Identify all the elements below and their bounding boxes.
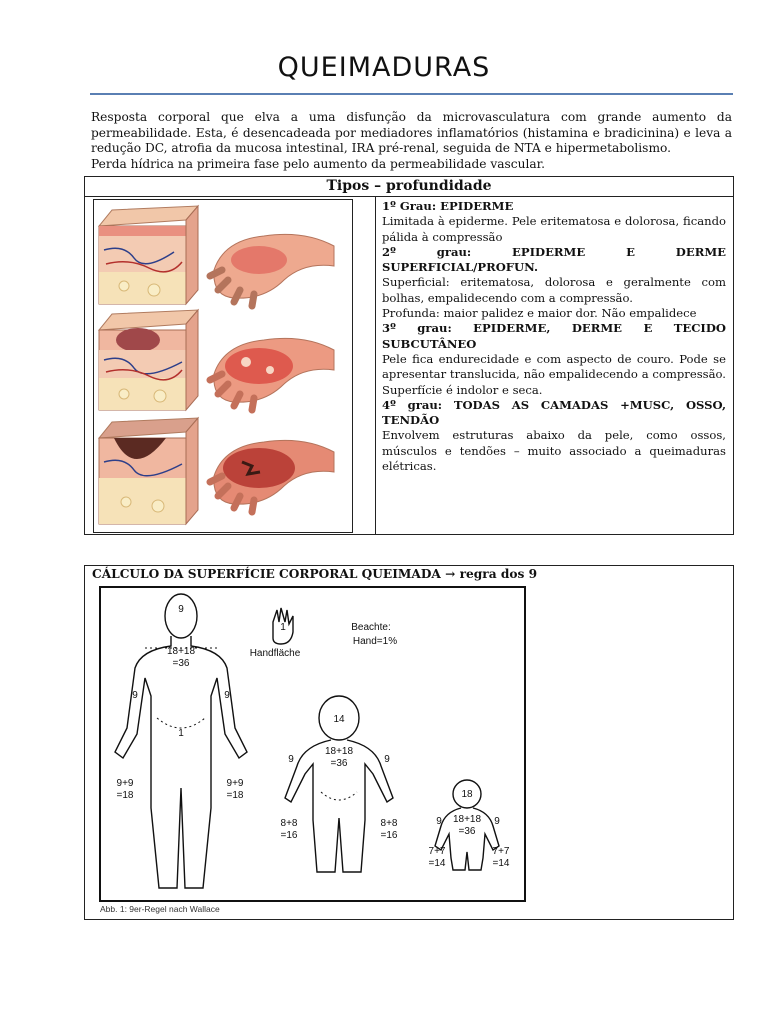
adult-leg-right-line2: =18 <box>226 790 244 801</box>
hand-first-degree <box>210 234 334 306</box>
infant-head-value: 18 <box>461 789 473 800</box>
rule-of-nines-section <box>84 565 734 920</box>
child-leg-left-line1: 8+8 <box>280 818 298 829</box>
child-leg-left-line2: =16 <box>280 830 298 841</box>
table-column-divider <box>375 197 376 534</box>
intro-paragraph-1: Resposta corporal que elva a uma disfunção da microvasculatura com grande aumento da permeabilidade. Esta, é desencadeada por mediadores inflamatórios (histamina e bradicinina) e leva a redução DC, atrofia da mucosa intestinal, IRA pré-renal, seguida de NTA e hipermetabolismo. <box>91 110 732 155</box>
adult-leg-left-line1: 9+9 <box>116 778 134 789</box>
rule-of-nines-title: CÁLCULO DA SUPERFÍCIE CORPORAL QUEIMADA → regra dos 9 <box>92 567 538 581</box>
child-arm-left-value: 9 <box>288 754 294 765</box>
adult-arm-left-value: 9 <box>132 690 138 701</box>
child-leg-right-line2: =16 <box>380 830 398 841</box>
infant-trunk-line2: =36 <box>458 826 476 837</box>
burn-types-description <box>382 199 726 474</box>
grau2-superficial: Superficial: eritematosa, dolorosa e geralmente com bolhas, empalidecendo com a compressão. <box>382 275 726 305</box>
adult-leg-right-line1: 9+9 <box>226 778 244 789</box>
hand-third-degree <box>210 440 334 512</box>
hand-second-degree <box>210 338 334 410</box>
adult-head-value: 9 <box>178 604 184 615</box>
infant-arm-right-value: 9 <box>494 816 500 827</box>
child-region-lines <box>321 792 357 800</box>
infant-leg-left-line2: =14 <box>428 858 446 869</box>
grau1-text: Limitada à epiderme. Pele eritematosa e dolorosa, ficando pálida à compressão <box>382 214 726 244</box>
grau2-title: 2º grau: EPIDERME E DERME SUPERFICIAL/PROFUN. <box>382 244 726 275</box>
grau2-profunda: Profunda: maior palidez e maior dor. Não empalidece <box>382 306 697 321</box>
child-trunk-line2: =36 <box>330 758 348 769</box>
skin-section-second-degree <box>99 310 198 410</box>
grau1-title: 1º Grau: EPIDERME <box>382 199 514 213</box>
adult-genital-value: 1 <box>178 728 184 739</box>
skin-section-first-degree <box>99 206 198 304</box>
infant-leg-right-line2: =14 <box>492 858 510 869</box>
title-underline <box>90 93 733 95</box>
child-trunk-line1: 18+18 <box>324 746 354 757</box>
adult-arm-right-value: 9 <box>224 690 230 701</box>
burn-types-table <box>84 176 734 535</box>
adult-trunk-line2: =36 <box>172 658 190 669</box>
grau4-text: Envolvem estruturas abaixo da pele, como ossos, músculos e tendões – muito associado a queimaduras elétricas. <box>382 428 726 474</box>
infant-leg-right-line1: 7+7 <box>492 846 510 857</box>
infant-trunk-line1: 18+18 <box>452 814 482 825</box>
grau3-title: 3º grau: EPIDERME, DERME E TECIDO SUBCUTÂNEO <box>382 321 726 351</box>
intro-text <box>91 110 732 172</box>
adult-trunk-line1: 18+18 <box>166 646 196 657</box>
note-line1: Beachte: <box>351 622 391 633</box>
page-title: QUEIMADURAS <box>277 52 491 83</box>
adult-body-outline <box>115 594 247 888</box>
skin-section-third-degree <box>99 418 198 524</box>
child-leg-right-line1: 8+8 <box>380 818 398 829</box>
hand-label: Handfläche <box>249 648 301 659</box>
grau4-title: 4º grau: TODAS AS CAMADAS +MUSC, OSSO, TENDÃO <box>382 397 726 428</box>
grau3-text: Pele fica endurecidade e com aspecto de couro. Pode se apresentar translucida, não empalidecendo a compressão. Superfície é indolor e seca. <box>382 351 726 397</box>
note-line2: Hand=1% <box>352 636 398 647</box>
types-table-header: Tipos – profundidade <box>85 177 733 197</box>
rule-of-nines-figure <box>99 586 526 902</box>
intro-paragraph-2: Perda hídrica na primeira fase pelo aumento da permeabilidade vascular. <box>91 156 545 171</box>
burn-depth-illustration <box>93 199 353 533</box>
infant-leg-left-line1: 7+7 <box>428 846 446 857</box>
infant-arm-left-value: 9 <box>436 816 442 827</box>
figure-caption: Abb. 1: 9er-Regel nach Wallace <box>100 904 220 914</box>
hand-value: 1 <box>280 622 286 633</box>
child-head-value: 14 <box>333 714 345 725</box>
child-arm-right-value: 9 <box>384 754 390 765</box>
adult-leg-left-line2: =18 <box>116 790 134 801</box>
